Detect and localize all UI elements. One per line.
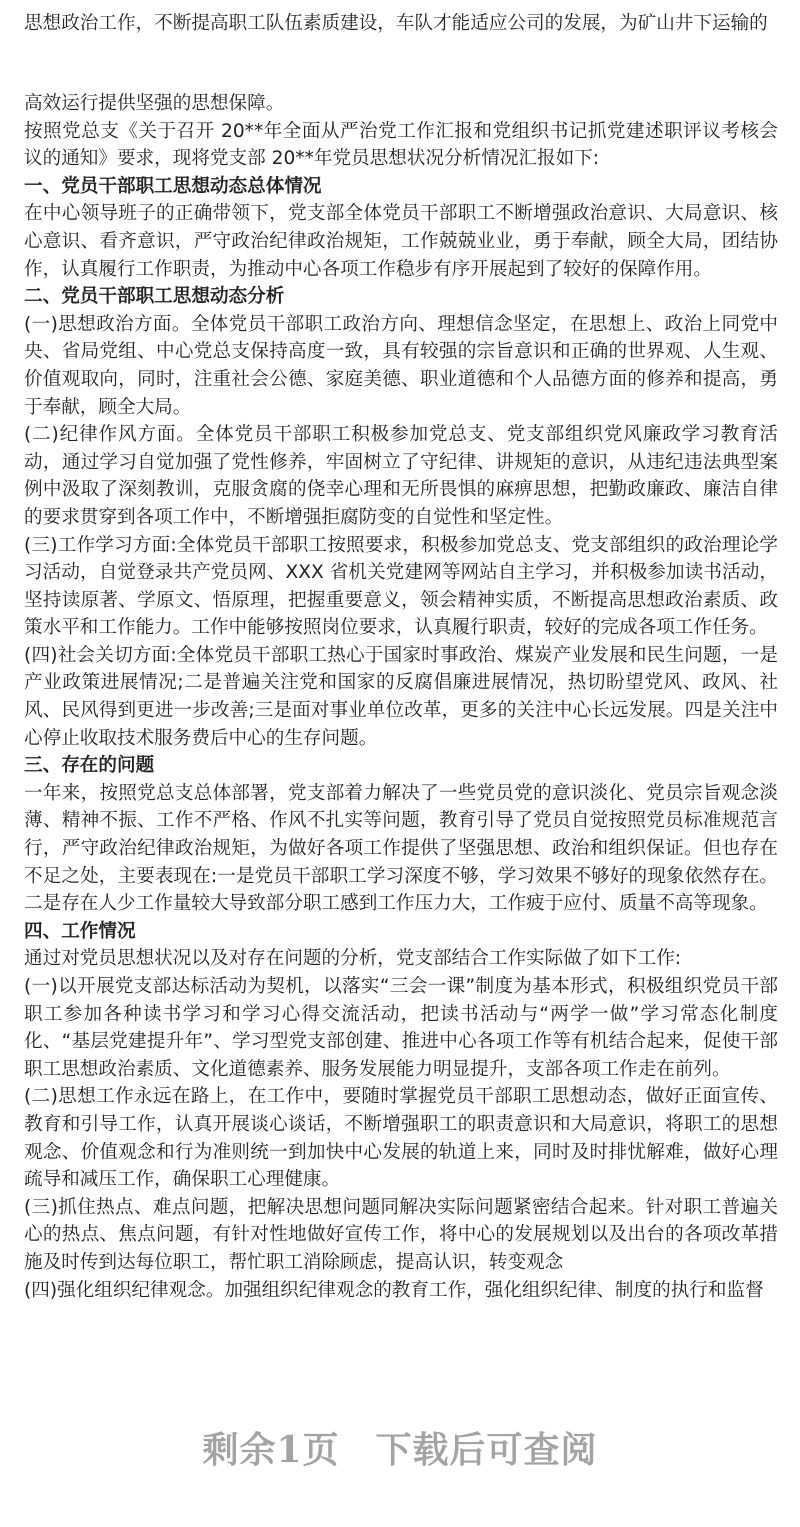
paragraph: 在中心领导班子的正确带领下，党支部全体党员干部职工不断增强政治意识、大局意识、核心意识、看齐意识，严守政治纪律政治规矩，工作兢兢业业，勇于奉献，顾全大局，团结协作，认真履行工作职责，为推动中心各项工作稳步有序开展起到了较好的保障作用。 bbox=[24, 203, 778, 280]
paragraph: 通过对党员思想状况以及对存在问题的分析，党支部结合工作实际做了如下工作: bbox=[24, 948, 682, 970]
paragraph: (三)工作学习方面:全体党员干部职工按照要求，积极参加党总支、党支部组织的政治理论学习活动，自觉登录共产党员网、XXX 省机关党建网等网站自主学习，并积极参加读书活动，坚持读原著、学原文、悟原理，把握重要意义，领会精神实质，不断提高思想政治素质、政策水平和工作能力。工作中能够按照岗位要求，认真履行职责，较好的完成各项工作任务。 bbox=[24, 534, 778, 639]
document-top-fragment bbox=[24, 10, 778, 38]
document-body bbox=[24, 90, 778, 1304]
paragraph: (二)思想工作永远在路上，在工作中，要随时掌握党员干部职工思想动态，做好正面宣传、教育和引导工作，认真开展谈心谈话，不断增强职工的职责意识和大局意识，将职工的思想观念、价值观念和行为准则统一到加快中心发展的轨道上来，同时及时排忧解难，做好心理疏导和减压工作，确保职工心理健康。 bbox=[24, 1086, 778, 1191]
paragraph: 高效运行提供坚强的思想保障。 bbox=[24, 93, 285, 114]
paragraph: 按照党总支《关于召开 20**年全面从严治党工作汇报和党组织书记抓党建述职评议考核会议的通知》要求，现将党支部 20**年党员思想状况分析情况汇报如下: bbox=[24, 120, 778, 170]
paragraph: (四)强化组织纪律观念。加强组织纪律观念的教育工作，强化组织纪律、制度的执行和监督 bbox=[24, 1279, 764, 1301]
section-heading: 四、工作情况 bbox=[24, 920, 136, 942]
paragraph: (四)社会关切方面:全体党员干部职工热心于国家时事政治、煤炭产业发展和民生问题，一是产业政策进展情况;二是普遍关注党和国家的反腐倡廉进展情况，热切盼望党风、政风、社风、民风得到更进一步改善;三是面对事业单位改革，更多的关注中心长远发展。四是关注中心停止收取技术服务费后中心的生存问题。 bbox=[24, 644, 778, 749]
section-heading: 三、存在的问题 bbox=[24, 755, 155, 777]
paragraph: (一)以开展党支部达标活动为契机，以落实“三会一课”制度为基本形式，积极组织党员干部职工参加各种读书学习和学习心得交流活动，把读书活动与“两学一做”学习常态化制度化、“基层党建提升年”、学习型党支部创建、推进中心各项工作等有机结合起来，促使干部职工思想政治素质、文化道德素养、服务发展能力明显提升，支部各项工作走在前列。 bbox=[24, 976, 778, 1080]
section-heading: 一、党员干部职工思想动态总体情况 bbox=[24, 175, 322, 197]
download-to-view-label[interactable]: 下载后可查阅 bbox=[375, 1429, 598, 1471]
paragraph: 思想政治工作，不断提高职工队伍素质建设，车队才能适应公司的发展，为矿山井下运输的 bbox=[24, 13, 768, 34]
paragraph: 一年来，按照党总支总体部署，党支部着力解决了一些党员党的意识淡化、党员宗旨观念淡薄、精神不振、工作不严格、作风不扎实等问题，教育引导了党员自觉按照党员标准规范言行，严守政治纪律政治规矩，为做好各项工作提供了坚强思想、政治和组织保证。但也存在不足之处，主要表现在:一是党员干部职工学习深度不够，学习效果不够好的现象依然存在。二是存在人少工作量较大导致部分职工感到工作压力大，工作疲于应付、质量不高等现象。 bbox=[24, 782, 778, 915]
remaining-pages-label: 剩余1页 bbox=[202, 1429, 340, 1471]
paragraph: (三)抓住热点、难点问题，把解决思想问题同解决实际问题紧密结合起来。针对职工普遍关心的热点、焦点问题，有针对性地做好宣传工作，将中心的发展规划以及出台的各项改革措施及时传到达每位职工，帮忙职工消除顾虑，提高认识，转变观念 bbox=[24, 1196, 778, 1273]
paragraph: (一)思想政治方面。全体党员干部职工政治方向、理想信念坚定，在思想上、政治上同党中央、省局党组、中心党总支保持高度一致，具有较强的宗旨意识和正确的世界观、人生观、价值观取向，同时，注重社会公德、家庭美德、职业道德和个人品德方面的修养和提高，勇于奉献，顾全大局。 bbox=[24, 313, 778, 418]
paragraph: (二)纪律作风方面。全体党员干部职工积极参加党总支、党支部组织党风廉政学习教育活动，通过学习自觉加强了党性修养，牢固树立了守纪律、讲规矩的意识，从违纪违法典型案例中汲取了深刻教训，克服贪腐的侥幸心理和无所畏惧的麻痹思想，把勤政廉政、廉洁自律的要求贯穿到各项工作中，不断增强拒腐防变的自觉性和坚定性。 bbox=[24, 424, 778, 528]
section-heading: 二、党员干部职工思想动态分析 bbox=[24, 286, 285, 308]
remaining-pages-banner[interactable] bbox=[0, 1422, 800, 1473]
